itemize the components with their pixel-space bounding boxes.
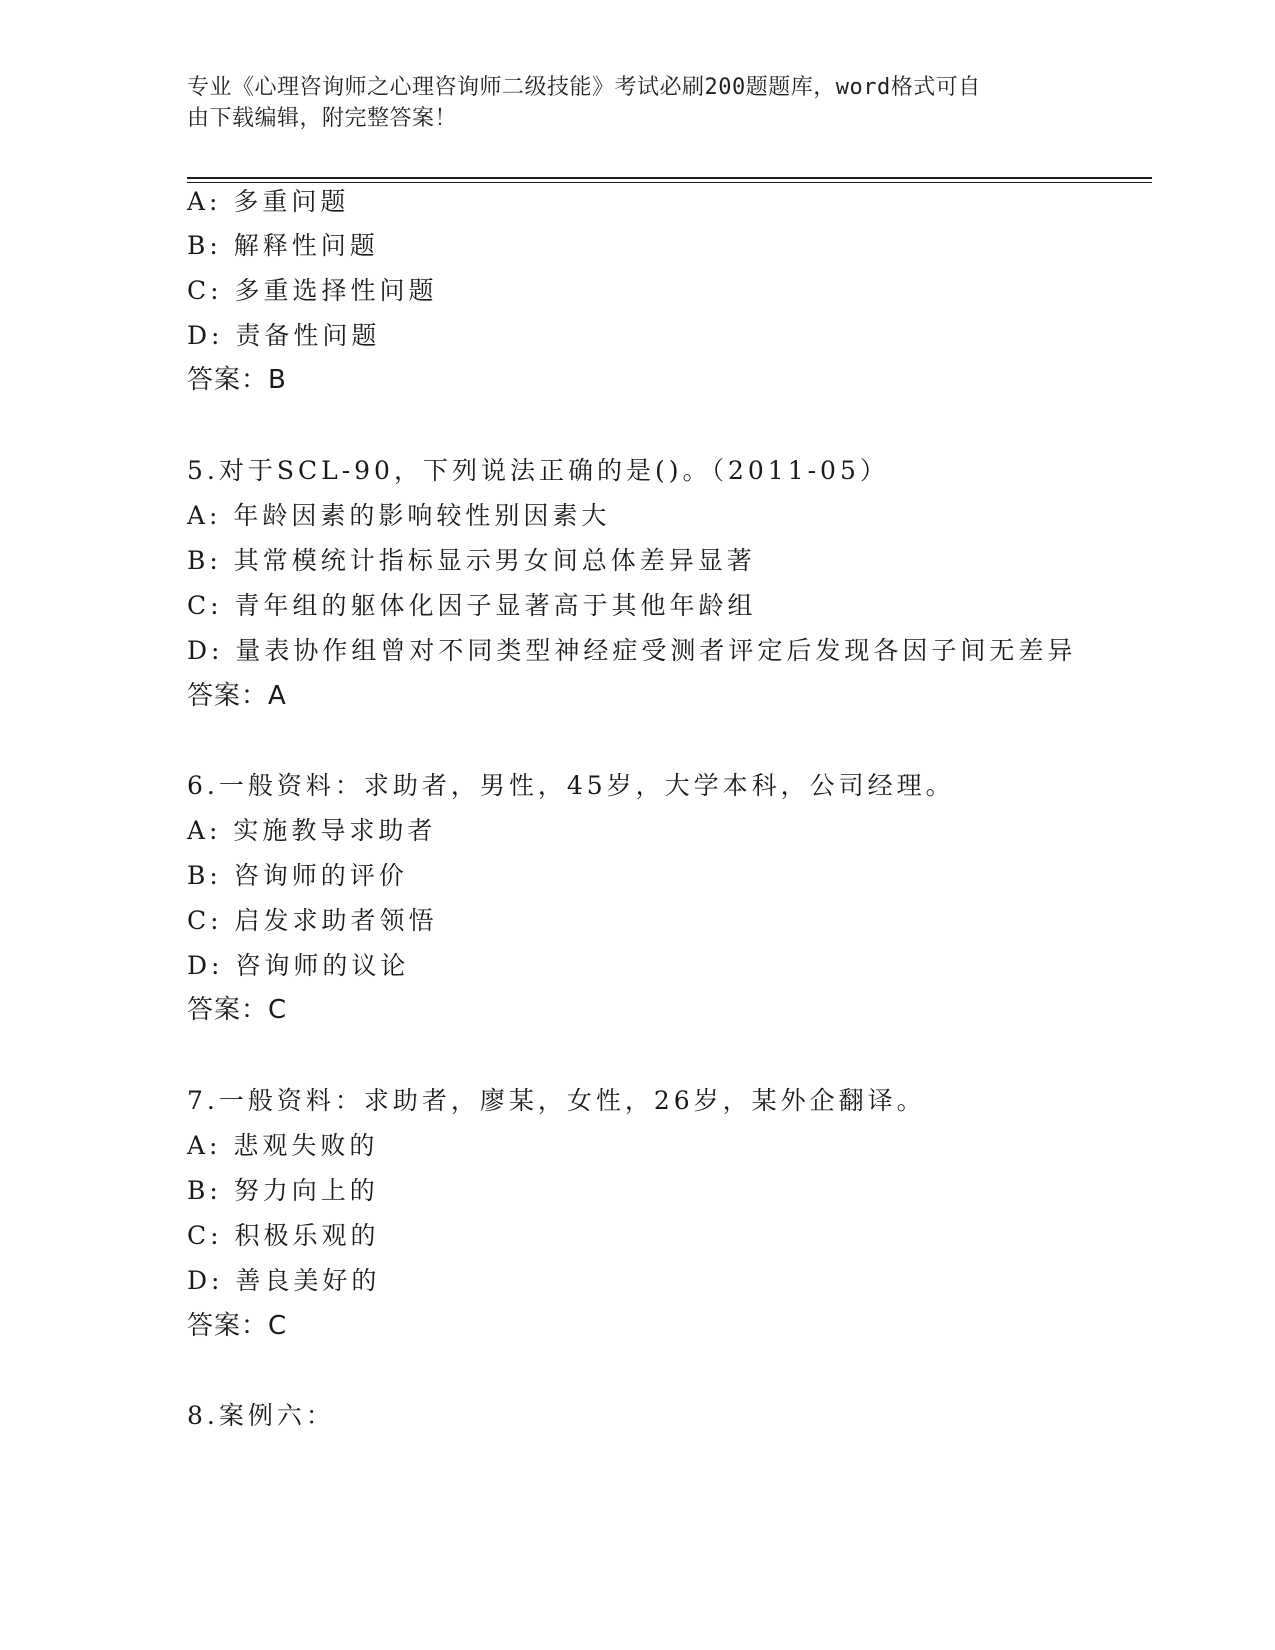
q5-question: 5.对于SCL-90，下列说法正确的是()。（2011-05） [187,456,889,485]
q6-answer: 答案：C [187,995,288,1025]
q7-answer: 答案：C [187,1311,288,1341]
q4-option-d: D: 责备性问题 [187,321,381,350]
q8-question: 8.案例六： [187,1401,335,1430]
q7-option-d: D: 善良美好的 [187,1266,381,1295]
q4-option-a: A: 多重问题 [187,187,350,216]
q7-question: 7.一般资料：求助者，廖某，女性，26岁，某外企翻译。 [187,1086,926,1115]
q7-option-a: A: 悲观失败的 [187,1131,379,1160]
q6-option-a: A: 实施教导求助者 [187,816,437,845]
q6-option-c: C: 启发求助者领悟 [187,906,438,935]
q5-option-d: D: 量表协作组曾对不同类型神经症受测者评定后发现各因子间无差异 [187,636,1077,665]
header-rule-thin [187,182,1152,183]
q4-option-b: B: 解释性问题 [187,231,379,260]
q5-option-c: C: 青年组的躯体化因子显著高于其他年龄组 [187,591,757,620]
header-line-1: 专业《心理咨询师之心理咨询师二级技能》考试必刷200题题库，word格式可自 [187,75,981,100]
q5-option-b: B: 其常模统计指标显示男女间总体差异显著 [187,546,756,575]
document-page [187,0,1152,1650]
q4-answer: 答案：B [187,365,287,395]
q5-answer: 答案：A [187,681,287,711]
q6-option-d: D: 咨询师的议论 [187,951,410,980]
q7-option-c: C: 积极乐观的 [187,1221,380,1250]
q6-option-b: B: 咨询师的评价 [187,861,408,890]
header-rule-thick [187,177,1152,179]
q6-question: 6.一般资料：求助者，男性，45岁，大学本科，公司经理。 [187,771,955,800]
header-line-2: 由下载编辑，附完整答案！ [187,106,458,131]
document-header [187,72,1067,134]
q4-option-c: C: 多重选择性问题 [187,276,438,305]
q7-option-b: B: 努力向上的 [187,1176,379,1205]
q5-option-a: A: 年龄因素的影响较性别因素大 [187,501,611,530]
